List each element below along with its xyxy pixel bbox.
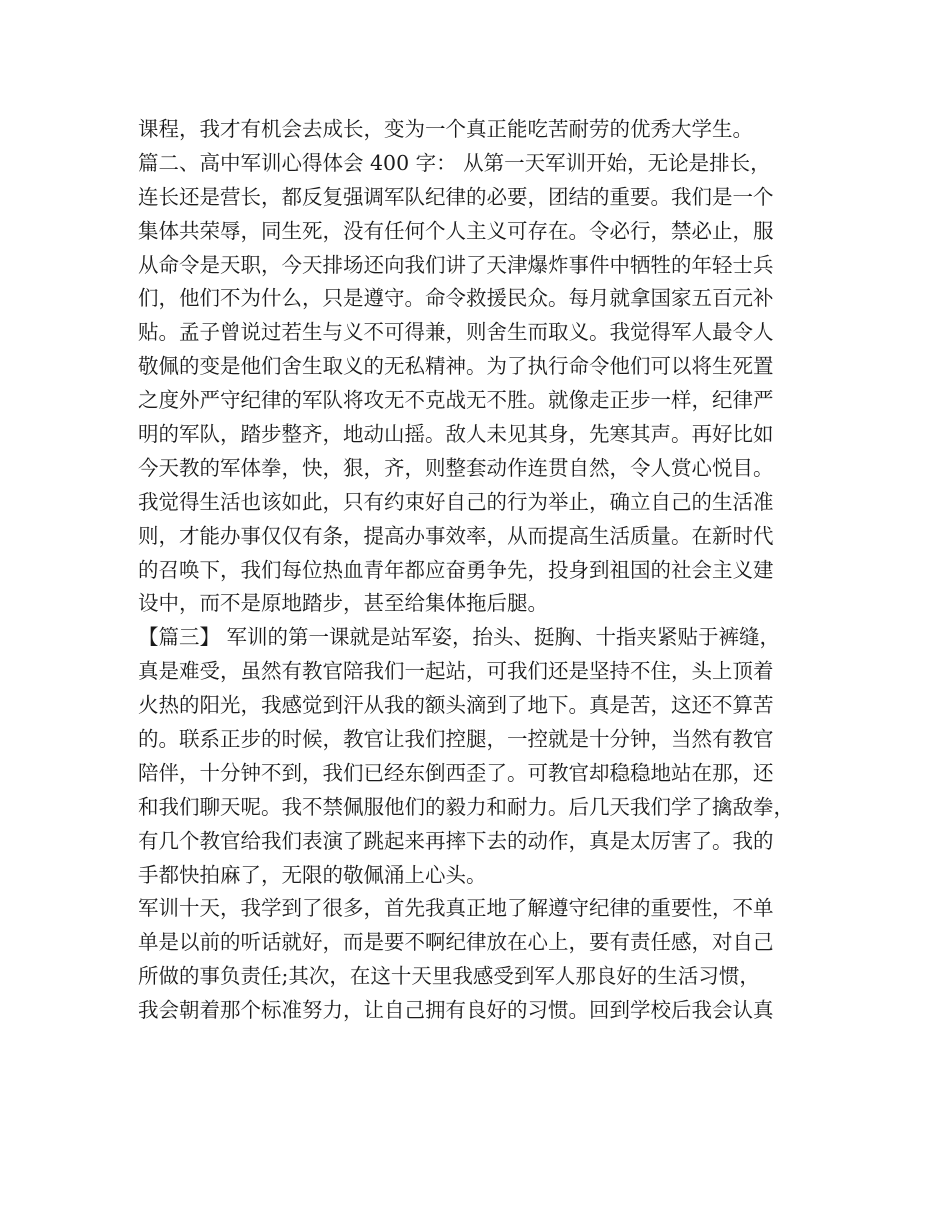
- text-line: 陪伴，十分钟不到，我们已经东倒西歪了。可教官却稳稳地站在那，还: [138, 760, 774, 785]
- text-line: 之度外严守纪律的军队将攻无不克战无不胜。就像走正步一样，纪律严: [138, 388, 774, 413]
- text-line: 我会朝着那个标准努力，让自己拥有良好的习惯。回到学校后我会认真: [138, 998, 774, 1023]
- text-line: 篇二、高中军训心得体会 400 字： 从第一天军训开始，无论是排长，: [138, 150, 771, 175]
- text-line: 课程，我才有机会去成长，变为一个真正能吃苦耐劳的优秀大学生。: [138, 117, 753, 141]
- document-body: [138, 113, 818, 1028]
- text-line: 军训十天，我学到了很多，首先我真正地了解遵守纪律的重要性，不单: [138, 896, 774, 921]
- text-line: 和我们聊天呢。我不禁佩服他们的毅力和耐力。后几天我们学了擒敌拳，: [138, 794, 794, 819]
- text-line: 的。联系正步的时候，教官让我们控腿，一控就是十分钟，当然有教官: [138, 727, 774, 752]
- text-line: 则，才能办事仅仅有条，提高办事效率，从而提高生活质量。在新时代: [138, 523, 774, 548]
- text-line: 【篇三】 军训的第一课就是站军姿，抬头、挺胸、十指夹紧贴于裤缝，: [138, 625, 781, 650]
- text-line: 我觉得生活也该如此，只有约束好自己的行为举止，确立自己的生活准: [138, 489, 774, 514]
- text-line: 手都快拍麻了，无限的敬佩涌上心头。: [138, 862, 487, 887]
- text-line: 从命令是天职，今天排场还向我们讲了天津爆炸事件中牺牲的年轻士兵: [138, 252, 774, 277]
- text-line: 火热的阳光，我感觉到汗从我的额头滴到了地下。真是苦，这还不算苦: [138, 693, 774, 718]
- text-line: 贴。孟子曾说过若生与义不可得兼，则舍生而取义。我觉得军人最令人: [138, 320, 774, 345]
- text-line: 真是难受，虽然有教官陪我们一起站，可我们还是坚持不住，头上顶着: [138, 659, 774, 684]
- text-line: 有几个教官给我们表演了跳起来再摔下去的动作，真是太厉害了。我的: [138, 828, 774, 853]
- text-line: 所做的事负责任;其次，在这十天里我感受到军人那良好的生活习惯，: [138, 964, 760, 989]
- text-line: 们，他们不为什么，只是遵守。命令救援民众。每月就拿国家五百元补: [138, 286, 774, 311]
- text-line: 集体共荣辱，同生死，没有任何个人主义可存在。令必行，禁必止，服: [138, 218, 774, 243]
- text-line: 设中，而不是原地踏步，甚至给集体拖后腿。: [138, 591, 548, 616]
- text-line: 敬佩的变是他们舍生取义的无私精神。为了执行命令他们可以将生死置: [138, 354, 774, 379]
- text-line: 单是以前的听话就好，而是要不啊纪律放在心上，要有责任感，对自己: [138, 930, 774, 955]
- text-line: 的召唤下，我们每位热血青年都应奋勇争先，投身到祖国的社会主义建: [138, 557, 774, 582]
- text-line: 连长还是营长，都反复强调军队纪律的必要，团结的重要。我们是一个: [138, 184, 774, 209]
- text-line: 明的军队，踏步整齐，地动山摇。敌人未见其身，先寒其声。再好比如: [138, 422, 774, 447]
- text-line: 今天教的军体拳，快，狠，齐，则整套动作连贯自然，令人赏心悦目。: [138, 455, 774, 480]
